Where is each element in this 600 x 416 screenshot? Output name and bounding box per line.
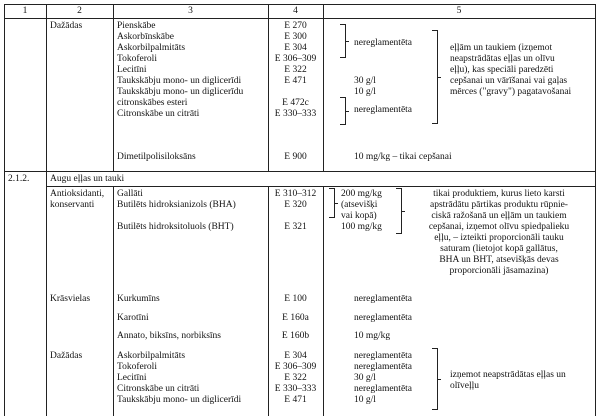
- additive-code: E 320: [284, 200, 307, 210]
- additive-name: Karotīni: [117, 313, 149, 323]
- dose-value: nereglamentēta: [354, 105, 413, 115]
- additive-code: E 321: [284, 222, 307, 232]
- additive-name: citronskābes esteri: [117, 98, 188, 108]
- dose-value: 10 g/l: [354, 87, 376, 97]
- additive-name: Taukskābju mono- un diglicerīdu: [117, 87, 244, 97]
- note-line: mērces ("gravy") pagatavošanai: [450, 87, 572, 97]
- note-line: eļļām un taukiem (izņemot: [450, 43, 553, 53]
- additive-name: Citronskābe un citrāti: [117, 109, 200, 119]
- brace: [396, 188, 402, 234]
- additive-name: Annato, biksīns, norbiksīns: [117, 331, 221, 341]
- brace: [340, 24, 346, 58]
- additive-name: Taukskābju mono- un diglicerīdi: [117, 76, 242, 86]
- note-line: cepšanai, izņemot olīvu spiedpalieku: [428, 222, 570, 232]
- additive-code: E 304: [284, 351, 307, 361]
- col-border-4a: [323, 4, 324, 171]
- note-line: saturam (lietojot kopā gallātus,: [440, 244, 558, 254]
- additive-code: E 160a: [282, 313, 309, 323]
- category-label: Antioksidanti,: [50, 189, 105, 199]
- section-title: Augu eļļas un tauki: [50, 174, 125, 184]
- additive-name: Kurkumīns: [117, 294, 160, 304]
- column-header-1: 1: [22, 6, 28, 16]
- dose-value: vai kopā): [341, 211, 377, 221]
- note-line: eļļu, – izteikti proporcionāli tauku: [434, 233, 564, 243]
- additive-name: Lecitīni: [117, 373, 147, 383]
- dose-value: 30 g/l: [354, 76, 376, 86]
- dose-value: 10 mg/kg – tikai cepšanai: [354, 152, 452, 162]
- table-top-border: [4, 4, 596, 5]
- col-border-2a: [113, 4, 114, 171]
- additive-name: Lecitīni: [117, 65, 147, 75]
- section-separator: [4, 171, 596, 172]
- additive-code: E 160b: [281, 331, 310, 341]
- col-border-0: [4, 4, 5, 416]
- additive-name: Taukskābju mono- un diglicerīdi: [117, 395, 242, 405]
- category-label: Dažādas: [50, 21, 83, 31]
- dose-value: nereglamentēta: [354, 351, 413, 361]
- additive-code: E 322: [284, 65, 307, 75]
- additive-code: E 900: [284, 152, 307, 162]
- note-line: eļļu), kas speciāli paredzēti: [450, 65, 554, 75]
- additive-name: Dimetilpolisiloksāns: [117, 152, 196, 162]
- additive-code: E 300: [284, 32, 307, 42]
- additive-code: E 306–309: [274, 54, 317, 64]
- col-border-1: [46, 4, 47, 416]
- additive-code: E 330–333: [274, 109, 317, 119]
- note-line: cepšanai un vārīšanai vai gaļas: [450, 76, 568, 86]
- section-title-border: [46, 186, 596, 187]
- note-line: izņemot neapstrādātas eļļas un: [450, 370, 566, 380]
- additive-name: Citronskābe un citrāti: [117, 384, 200, 394]
- dose-value: nereglamentēta: [354, 294, 413, 304]
- additive-code: E 306–309: [274, 362, 317, 372]
- category-label: Dažādas: [50, 351, 83, 361]
- additive-name: Pienskābe: [117, 21, 156, 31]
- dose-value: 200 mg/kg: [341, 189, 382, 199]
- dose-value: 100 mg/kg: [341, 222, 382, 232]
- dose-value: 30 g/l: [354, 373, 376, 383]
- additive-code: E 100: [284, 294, 307, 304]
- additive-code: E 304: [284, 43, 307, 53]
- additive-code: E 471: [284, 395, 307, 405]
- additive-name: Butilēts hidroksianizols (BHA): [117, 200, 236, 210]
- header-bottom-border: [4, 18, 596, 19]
- additive-code: E 472c: [282, 98, 309, 108]
- category-label: konservanti: [50, 200, 95, 210]
- note-line: BHA un BHT, atsevišķās devas: [439, 255, 559, 265]
- dose-value: 10 g/l: [354, 395, 376, 405]
- additive-name: Askorbīnskābe: [117, 32, 174, 42]
- column-header-4: 4: [293, 6, 298, 16]
- additive-code: E 471: [284, 76, 307, 86]
- column-header-3: 3: [188, 6, 193, 16]
- additive-name: Gallāti: [117, 189, 143, 199]
- col-border-5: [595, 4, 596, 416]
- note-line: neapstrādātas eļļas un olīvu: [450, 54, 555, 64]
- additive-name: Askorbilpalmitāts: [117, 351, 186, 361]
- additive-name: Tokoferoli: [117, 362, 157, 372]
- brace: [340, 97, 346, 125]
- col-border-2b: [113, 186, 114, 416]
- category-label: Krāsvielas: [50, 294, 91, 304]
- dose-value: 10 mg/kg: [354, 331, 391, 341]
- additive-name: Butilēts hidroksitoluols (BHT): [117, 222, 234, 232]
- note-line: proporcionāli jāsamazina): [449, 266, 549, 276]
- col-border-4b: [323, 186, 324, 416]
- column-header-2: 2: [77, 6, 82, 16]
- brace: [432, 30, 438, 124]
- dose-value: nereglamentēta: [354, 38, 413, 48]
- note-line: ciskā ražošanā un eļļām un taukiem: [431, 211, 567, 221]
- additive-code: E 330–333: [274, 384, 317, 394]
- dose-value: nereglamentēta: [354, 362, 413, 372]
- column-header-5: 5: [456, 6, 462, 16]
- section-number: 2.1.2.: [8, 174, 30, 184]
- additive-code: E 270: [284, 21, 307, 31]
- brace: [329, 188, 335, 218]
- dose-value: nereglamentēta: [354, 384, 413, 394]
- additive-code: E 322: [284, 373, 307, 383]
- brace: [432, 348, 438, 410]
- note-line: olīveļļu: [450, 381, 480, 391]
- note-line: apstrādātu pārtikas produktu rūpnie-: [430, 200, 568, 210]
- additive-name: Tokoferoli: [117, 54, 157, 64]
- note-line: tikai produktiem, kurus lieto karsti: [433, 189, 565, 199]
- dose-value: (atsevišķi: [341, 200, 378, 210]
- dose-value: nereglamentēta: [354, 313, 413, 323]
- additive-name: Askorbilpalmitāts: [117, 43, 186, 53]
- additive-code: E 310–312: [274, 189, 317, 199]
